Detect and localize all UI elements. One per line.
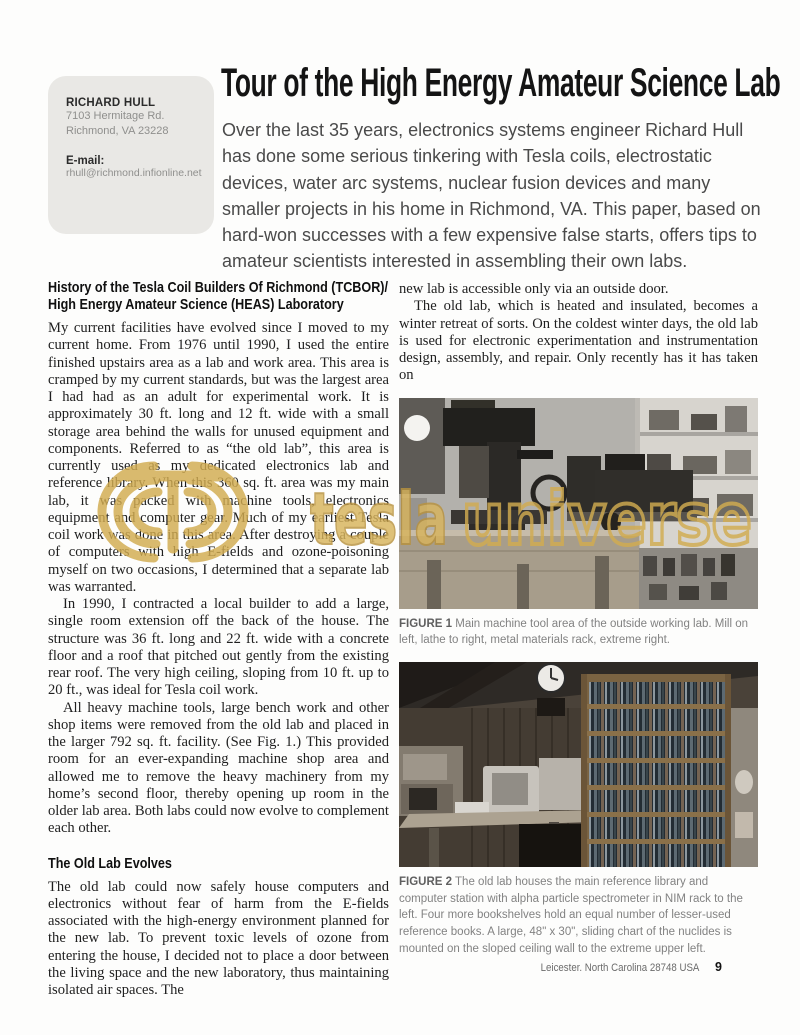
footer-location: Leicester. North Carolina 28748 USA bbox=[540, 962, 700, 974]
right-column bbox=[399, 281, 758, 957]
paragraph: In 1990, I contracted a local builder to add a large, single room extension off the back of the house. The structure was 36 ft. long and 22 ft. wide with a concrete floor and a roof that pitched out gently from the existing rear roof. The very high ceiling, sloping from 10 ft. up to 20 ft., was ideal for Tesla coil work. bbox=[48, 596, 389, 699]
section1-heading bbox=[48, 279, 389, 313]
figure-2-label: FIGURE 2 bbox=[399, 875, 453, 888]
figure-2 bbox=[399, 662, 758, 957]
figure-2-photo bbox=[399, 662, 758, 867]
article-intro: Over the last 35 years, electronics systems engineer Richard Hull has done some serious tinkering with Tesla coils, electrostatic devices, water arc systems, nuclear fusion devices and many smaller projects in his home in Richmond, VA. This paper, based on hard-won successes with a few expensive false starts, offers tips to amateur scientists interested in assembling their own labs. bbox=[222, 120, 761, 272]
figure-1 bbox=[399, 398, 758, 649]
paragraph: All heavy machine tools, large bench work and other shop items were removed from the old lab and placed in the larger 792 sq. ft. facility. (See Fig. 1.) This provided room for an ever-expanding machine shop area and allowed me to remove the heavy machinery from my home’s second floor, thereby opening up room in the older lab area. Both labs could now evolve to complement each other. bbox=[48, 699, 389, 837]
figure-1-label: FIGURE 1 bbox=[399, 617, 453, 630]
watermark-word-universe: universe bbox=[462, 477, 752, 561]
paragraph: My current facilities have evolved since I moved to my current home. From 1976 until 1990, I used the entire finished upstairs area as a lab and work area. This area is cramped by my current standards, but was the largest area I had had as an adult for experimental work. It is approximately 30 ft. long and 12 ft. wide with a small storage area behind the walls for unused equipment and components. Referred to as “the old lab”, this area is currently used as my dedicated electronics lab and reference library. When this 360 sq. ft. area was my main lab, it was packed with machine tools, electronics equipment and computer gear. Much of my earliest Tesla coil work was done in this area. After destroying a couple of computers with high E-fields and ozone-poisoning myself on two occasions, I determined that a separate lab was warranted. bbox=[48, 320, 389, 595]
watermark-word-tesla: tesla bbox=[310, 477, 448, 561]
page-footer bbox=[519, 960, 722, 974]
section2-heading: The Old Lab Evolves bbox=[48, 854, 172, 872]
paragraph: new lab is accessible only via an outside door. bbox=[399, 281, 669, 297]
paragraph: The old lab, which is heated and insulated, becomes a winter retreat of sorts. On the coldest winter days, the old lab is used for electronic experimentation and instrumentation design, assembly, and repair. Only recently has it has taken on bbox=[399, 298, 758, 384]
figure-2-caption: FIGURE 2 The old lab houses the main reference library and computer station with alpha particle spectrometer in NIM rack to the left. Four more bookshelves hold an equal number of lesser-used reference books. A large, 48" x 30", sliding chart of the nuclides is mounted on the sloped ceiling wall to the extreme upper left. bbox=[399, 875, 743, 955]
article-title: Tour of the High Energy Amateur Science Lab bbox=[221, 61, 781, 105]
figure-1-caption: FIGURE 1 Main machine tool area of the outside working lab. Mill on left, lathe to right, metal materials rack, extreme right. bbox=[399, 617, 749, 647]
author-name: RICHARD HULL bbox=[66, 97, 156, 109]
author-info-box bbox=[48, 76, 214, 234]
paragraph: The old lab could now safely house computers and electronics without fear of harm from the E-fields associated with the high-energy environment planned for the new lab. To prevent toxic levels of ozone from entering the house, I decided not to place a door between the living space and the new laboratory, thus maintaining isolated air spaces. The bbox=[48, 878, 389, 998]
section1-heading-line1: History of the Tesla Coil Builders Of Richmond (TCBOR)/ bbox=[48, 279, 388, 296]
left-column bbox=[48, 279, 389, 999]
author-address1: 7103 Hermitage Rd. bbox=[66, 110, 165, 122]
figure-1-photo bbox=[399, 398, 758, 609]
author-address2: Richmond, VA 23228 bbox=[66, 125, 169, 138]
page-number: 9 bbox=[715, 960, 722, 974]
author-email: rhull@richmond.infionline.net bbox=[66, 166, 202, 179]
section1-heading-line2: High Energy Amateur Science (HEAS) Laboratory bbox=[48, 296, 344, 313]
email-label: E-mail: bbox=[66, 154, 105, 167]
